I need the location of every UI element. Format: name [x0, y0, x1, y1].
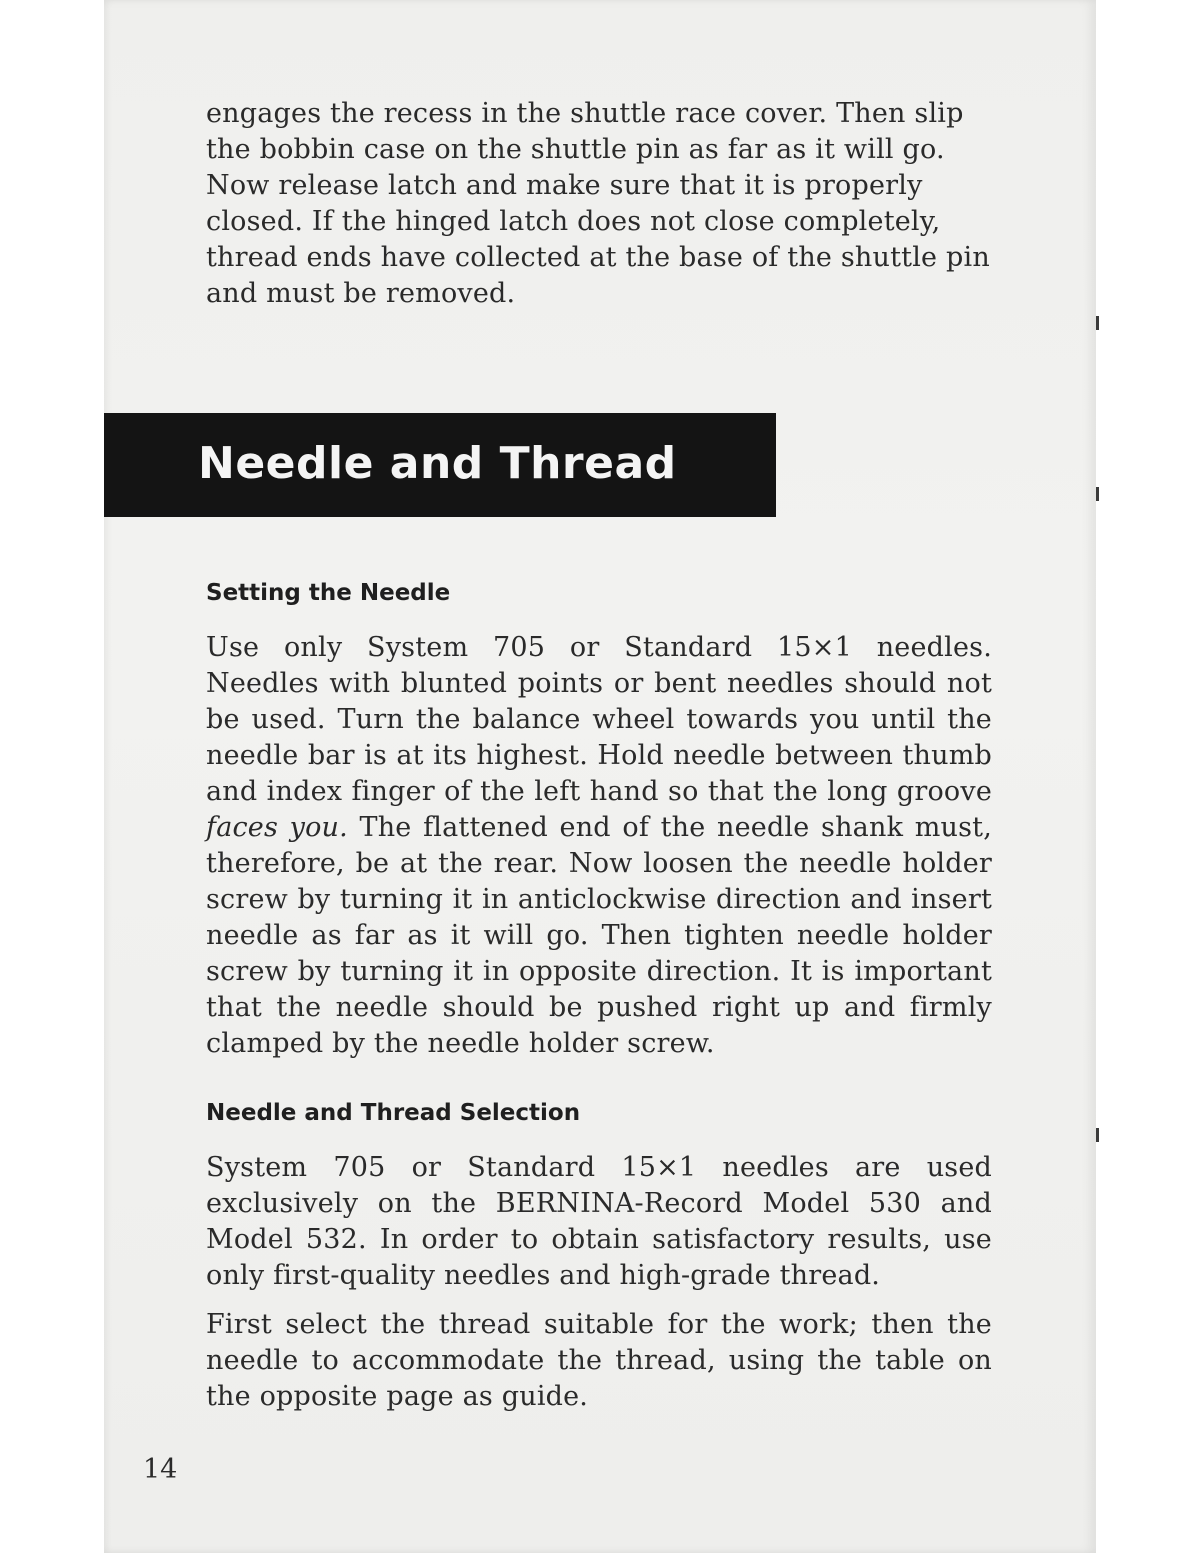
setting-needle-text-start: Use only System 705 or Standard 15×1 needles. Needles with blunted points or bent needles should not be used. Turn the balance wheel towards you until the needle bar is at its highest. Hold needle between thumb and index finger of the left hand so that the long groove — [206, 632, 992, 807]
text-line: the bobbin case on the shuttle pin as far as it will go. — [206, 134, 945, 165]
text-line: engages the recess in the shuttle race cover. Then slip — [206, 98, 964, 129]
section-title: Needle and Thread — [198, 438, 677, 489]
setting-needle-heading: Setting the Needle — [206, 580, 451, 606]
edge-mark — [1096, 1128, 1099, 1142]
thread-selection-heading: Needle and Thread Selection — [206, 1100, 581, 1126]
intro-paragraph — [206, 96, 992, 312]
setting-needle-italic: faces you. — [206, 812, 348, 843]
thread-selection-paragraph-1: System 705 or Standard 15×1 needles are used exclusively on the BERNINA-Record Model 530 and Model 532. In order to obtain satisfactory results, use only first-quality needles and high-grade thread. — [206, 1152, 992, 1291]
edge-mark — [1096, 316, 1099, 330]
text-line: thread ends have collected at the base of the shuttle pin — [206, 242, 990, 273]
text-line: closed. If the hinged latch does not close completely, — [206, 206, 941, 237]
left-margin — [0, 0, 104, 1553]
text-line: Now release latch and make sure that it is properly — [206, 170, 923, 201]
thread-selection-paragraph-2: First select the thread suitable for the work; then the needle to accommodate the thread, using the table on the opposite page as guide. — [206, 1309, 992, 1412]
edge-mark — [1096, 487, 1099, 501]
setting-needle-paragraph — [206, 630, 992, 1062]
page-number: 14 — [143, 1454, 178, 1485]
text-line: and must be removed. — [206, 278, 516, 309]
setting-needle-text-end: The flattened end of the needle shank must, therefore, be at the rear. Now loosen the needle holder screw by turning it in anticlockwise direction and insert needle as far as it will go. Then tighten needle holder screw by turning it in opposite direction. It is important that the needle should be pushed right up and firmly clamped by the needle holder screw. — [206, 812, 992, 1059]
right-margin — [1096, 0, 1200, 1553]
